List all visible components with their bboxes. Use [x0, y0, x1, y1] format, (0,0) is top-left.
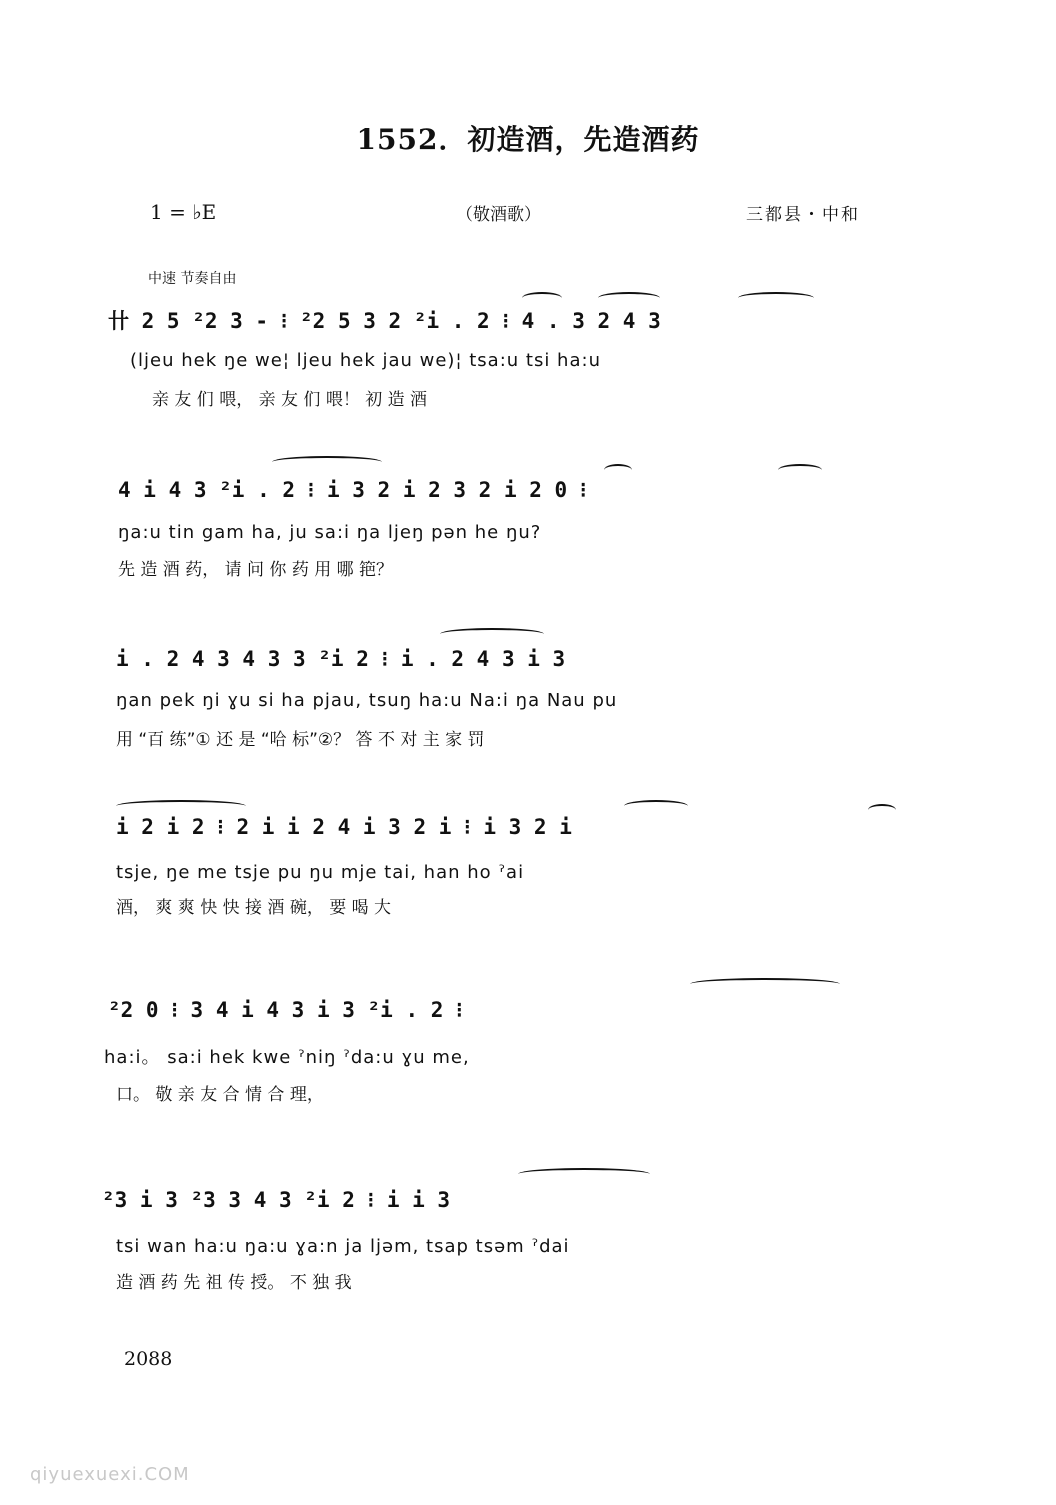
stave-1-chinese: 亲 友 们 喂， 亲 友 们 喂！ 初 造 酒 [152, 390, 428, 410]
stave-5-chinese: 口。 敬 亲 友 合 情 合 理， [116, 1085, 324, 1105]
stave-1-notes: 卄 2 5 ²2 3 - ⁝ ²2 5 3 2 ²i . 2 ⁝ 4 . 3 2 4 3 [108, 309, 661, 333]
stave-6-chinese: 造 酒 药 先 祖 传 授。 不 独 我 [116, 1273, 352, 1293]
stave-6-lyric: tsi wan ha:u ŋa:u ɣa:n ja ljəm, tsap tsəm ˀdai [116, 1236, 570, 1257]
stave-2-notes: 4 i 4 3 ²i . 2 ⁝ i 3 2 i 2 3 2 i 2 0 ⁝ [118, 478, 587, 502]
song-region: 三都县・中和 [746, 205, 860, 225]
stave-4-lyric: tsje, ŋe me tsje pu ŋu mje tai, han ho ˀai [116, 862, 525, 883]
stave-3-chinese: 用 “百 练”① 还 是 “哈 标”②？ 答 不 对 主 家 罚 [116, 730, 485, 750]
page-number: 2088 [124, 1348, 173, 1370]
stave-3-lyric: ŋan pek ŋi ɣu si ha pjau, tsuŋ ha:u Na:i ŋa Nau pu [116, 690, 618, 711]
stave-4-notes: i 2 i 2 ⁝ 2 i i 2 4 i 3 2 i ⁝ i 3 2 i [116, 815, 572, 839]
stave-5-lyric: ha:i。 sa:i hek kwe ˀniŋ ˀda:u ɣu me, [104, 1047, 470, 1068]
tempo-marking: 中速 节奏自由 [148, 271, 237, 287]
stave-2-chinese: 先 造 酒 药， 请 问 你 药 用 哪 筢？ [118, 560, 394, 580]
key-signature: 1 = ♭E [150, 200, 217, 224]
watermark: qiyuexuexi.COM [30, 1464, 190, 1485]
stave-6-notes: ²3 i 3 ²3 3 4 3 ²i 2 ⁝ i i 3 [102, 1188, 451, 1212]
song-title: 1552．初造酒，先造酒药 [356, 123, 700, 156]
stave-5-notes: ²2 0 ⁝ 3 4 i 4 3 i 3 ²i . 2 ⁝ [108, 998, 463, 1022]
stave-1-lyric: (ljeu hek ŋe we¦ ljeu hek jau we)¦ tsa:u tsi ha:u [130, 350, 601, 371]
stave-3-notes: i . 2 4 3 4 3 3 ²i 2 ⁝ i . 2 4 3 i 3 [116, 647, 566, 671]
song-subtitle: （敬酒歌） [456, 205, 541, 225]
stave-4-chinese: 酒， 爽 爽 快 快 接 酒 碗， 要 喝 大 [116, 898, 392, 918]
stave-2-lyric: ŋa:u tin gam ha, ju sa:i ŋa ljeŋ pən he ŋu? [118, 522, 542, 543]
